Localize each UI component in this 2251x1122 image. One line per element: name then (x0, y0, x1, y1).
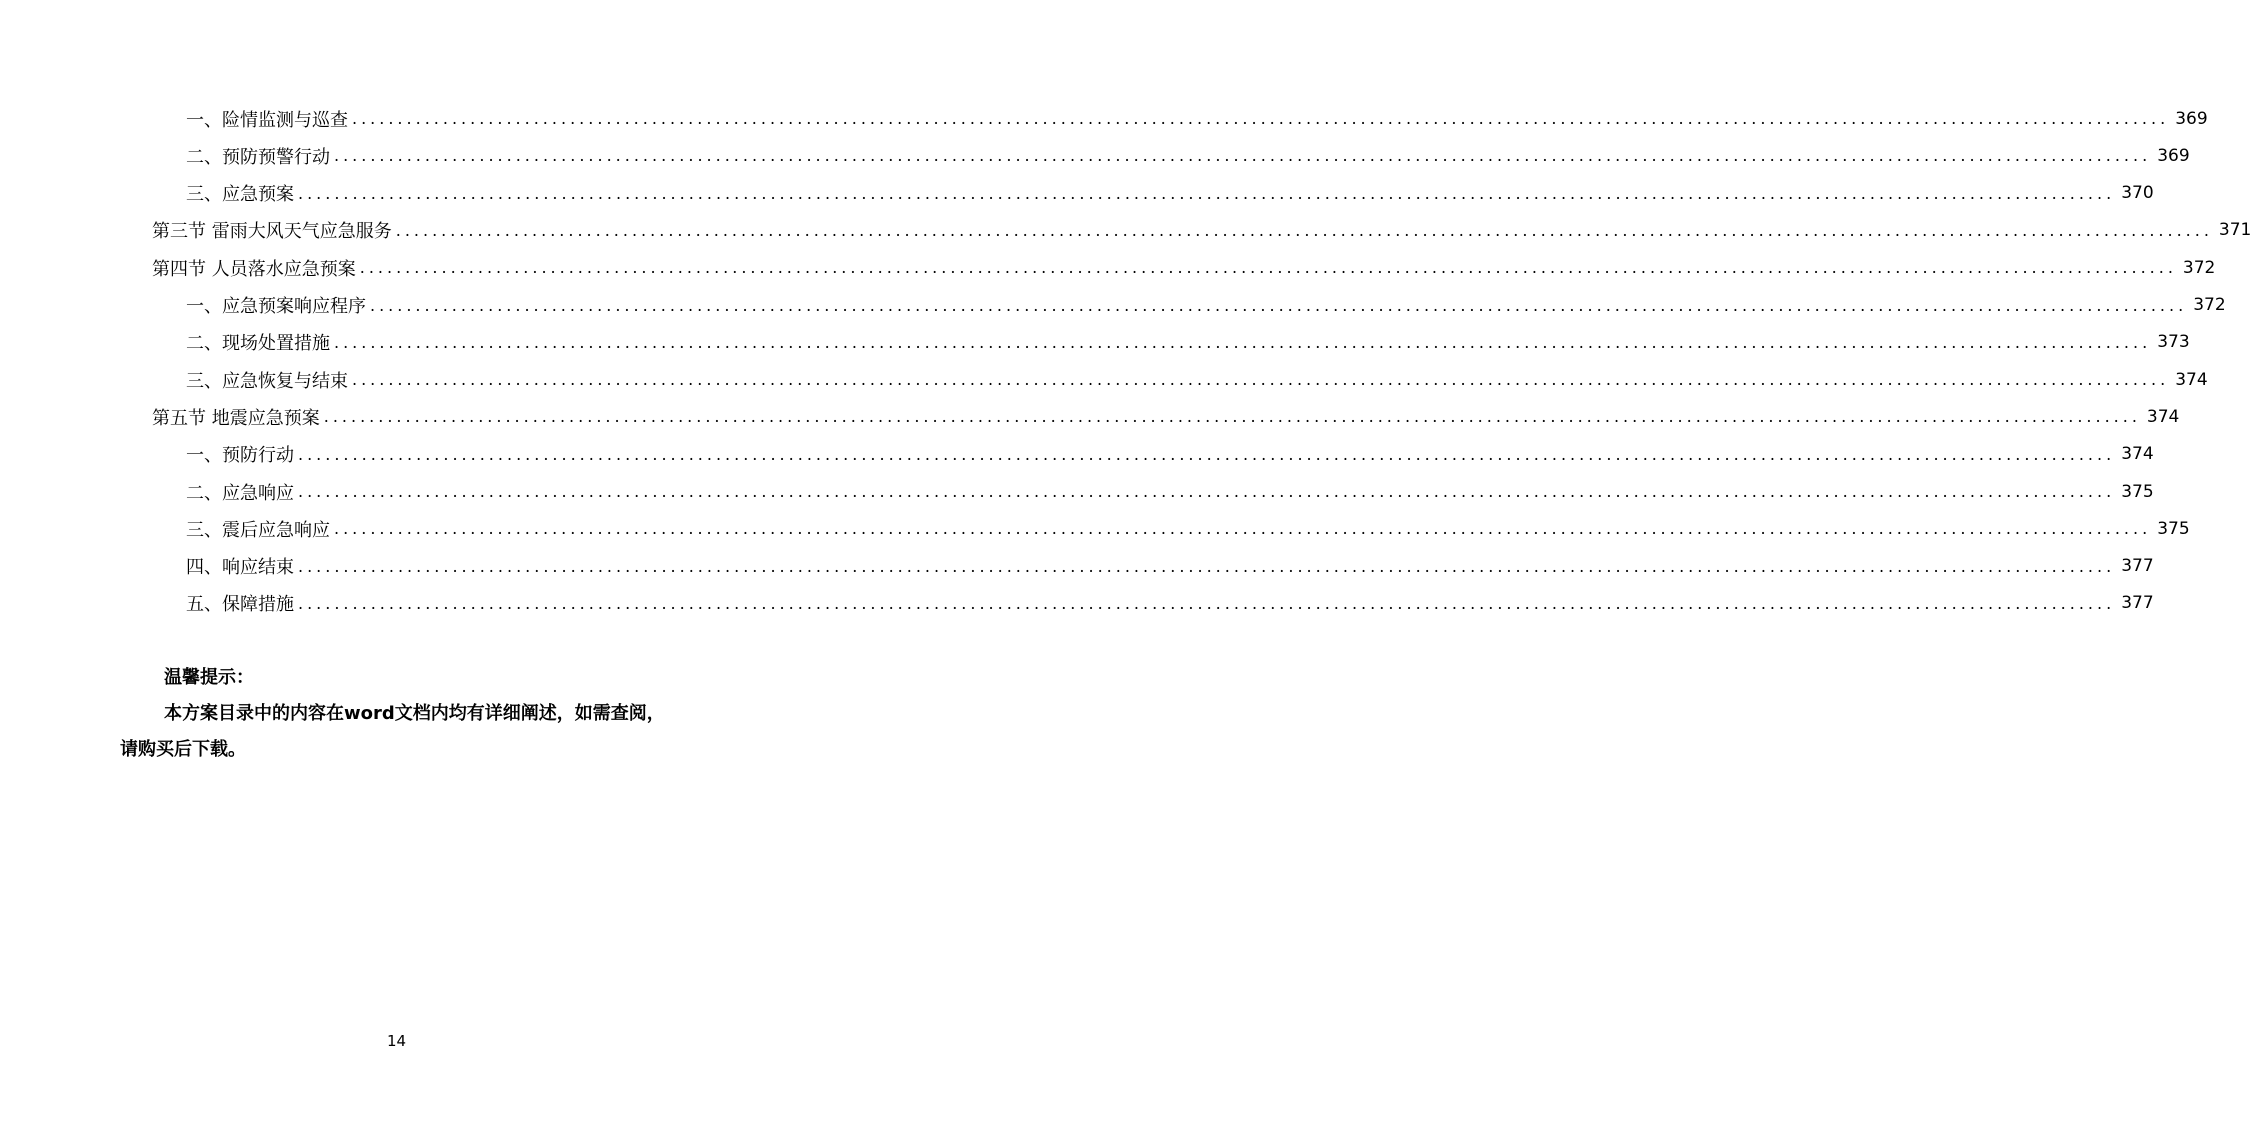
toc-leader-dots: ........................................................................................................................................................................................................ (334, 332, 2152, 352)
toc-entry-title: 二、预防预警行动 (186, 146, 330, 168)
notice-body: 本方案目录中的内容在word文档内均有详细阐述，如需查阅，请购买后下载。 (120, 703, 665, 760)
toc-entry (186, 436, 2154, 473)
toc-entry-page: 372 (2193, 295, 2226, 315)
toc-entry (186, 361, 2208, 398)
toc-entry-page: 373 (2157, 332, 2190, 353)
toc-entry-page: 374 (2146, 406, 2180, 427)
toc-entry (186, 585, 2154, 622)
toc-leader-dots: ........................................................................................................................................................................................................ (359, 258, 2177, 278)
toc-entry-title: 五、保障措施 (186, 594, 294, 616)
toc-entry (186, 137, 2190, 174)
toc-leader-dots: ........................................................................................................................................................................................................ (323, 407, 2141, 427)
toc-entry-page: 375 (2157, 518, 2190, 539)
toc-leader-dots: ........................................................................................................................................................................................................ (370, 295, 2188, 315)
toc-entry (152, 249, 2216, 286)
toc-entry (186, 287, 2226, 324)
toc-entry-title: 第五节 地震应急预案 (152, 407, 320, 429)
toc-entry (186, 510, 2190, 547)
toc-entry-page: 369 (2157, 145, 2190, 166)
toc-leader-dots: ........................................................................................................................................................................................................ (352, 109, 2170, 128)
toc-leader-dots: ........................................................................................................................................................................................................ (395, 220, 2213, 240)
notice-block (120, 660, 675, 768)
toc-entry-page: 374 (2175, 369, 2208, 390)
toc-leader-dots: ........................................................................................................................................................................................................ (298, 444, 2116, 464)
toc-entry-title: 第三节 雷雨大风天气应急服务 (152, 221, 392, 243)
toc-leader-dots: ........................................................................................................................................................................................................ (298, 183, 2116, 203)
toc-entry-page: 374 (2121, 444, 2154, 465)
toc-entry (186, 324, 2190, 361)
toc-entry-page: 369 (2175, 108, 2208, 129)
toc-entry (186, 100, 2208, 137)
page-number: 14 (386, 1032, 407, 1050)
toc-entry-page: 370 (2121, 183, 2154, 204)
toc-entry (186, 473, 2154, 510)
toc-entry (186, 175, 2154, 212)
toc-leader-dots: ........................................................................................................................................................................................................ (298, 482, 2116, 501)
toc-entry-page: 372 (2182, 257, 2216, 278)
toc-leader-dots: ........................................................................................................................................................................................................ (298, 556, 2116, 576)
toc-entry-title: 一、险情监测与巡查 (186, 109, 348, 131)
toc-entry-title: 一、预防行动 (186, 445, 294, 467)
toc-entry-title: 三、震后应急响应 (186, 519, 330, 541)
toc-entry-page: 375 (2121, 481, 2154, 502)
toc-entry-page: 377 (2121, 556, 2154, 577)
toc-entry-title: 二、应急响应 (186, 482, 294, 504)
toc-leader-dots: ........................................................................................................................................................................................................ (352, 370, 2170, 390)
toc-entry-title: 第四节 人员落水应急预案 (152, 258, 356, 280)
notice-title: 温馨提示： (164, 667, 254, 688)
toc-leader-dots: ........................................................................................................................................................................................................ (298, 593, 2116, 613)
toc-entry-title: 三、应急预案 (186, 184, 294, 206)
toc-entry (152, 398, 2180, 435)
toc-entry-title: 四、响应结束 (186, 557, 294, 579)
toc-entry-title: 一、应急预案响应程序 (186, 296, 366, 317)
toc-entry-title: 三、应急恢复与结束 (186, 370, 348, 392)
toc-entry-title: 二、现场处置措施 (186, 333, 330, 355)
toc-leader-dots: ........................................................................................................................................................................................................ (334, 519, 2152, 539)
toc-entry-page: 377 (2121, 593, 2154, 614)
toc-entry (152, 212, 2251, 249)
toc-entry (186, 548, 2154, 585)
toc-leader-dots: ........................................................................................................................................................................................................ (334, 146, 2152, 166)
toc-entry-page: 371 (2218, 220, 2251, 241)
